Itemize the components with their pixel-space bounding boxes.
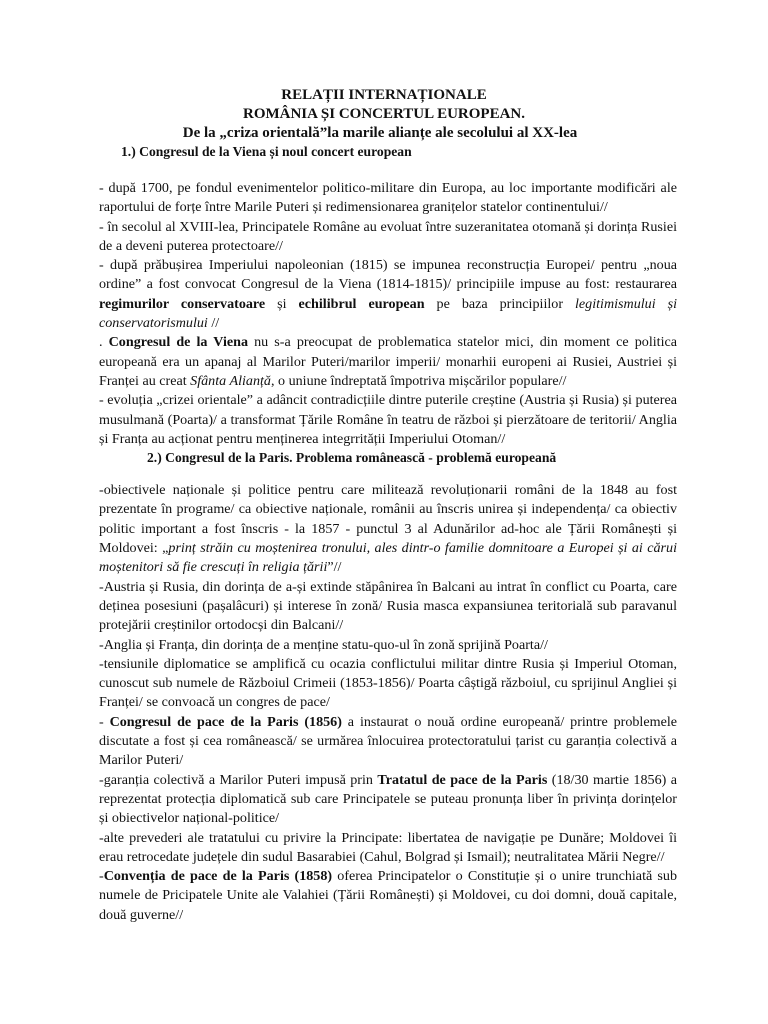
s2p6-text-c: (18/30 martie 1856) a reprezentat protecția diplomatică sub care Principatele se puteau pronunța liber în privința dorințelor și obiectivelor național-politice/	[99, 771, 677, 827]
s1p3-bold-regimes: regimurilor conservatoare	[99, 295, 266, 312]
s2-paragraph-7: -alte prevederi ale tratatului cu privire la Principate: libertatea de navigație pe Dunăre; Moldovei îi erau retrocedate județele din sudul Basarabiei (Cahul, Bolgrad și Ismail); neutralitatea Mării Negre//	[99, 829, 677, 865]
s1-paragraph-4	[99, 333, 677, 391]
s2-paragraph-5	[99, 713, 677, 771]
s2-paragraph-2: -Austria și Rusia, din dorința de a-și extinde stăpânirea în Balcani au intrat în conflict cu Poarta, care deținea posesiuni (pașalâcuri) și interese în zonă/ Rusia masca expansiunea teritorială sub paravanul protejării creștinilor ortodocși din Balcani//	[99, 578, 677, 634]
title-line-1: RELAȚII INTERNAȚIONALE	[281, 87, 487, 103]
s2p8-bold-convention: Convenția de pace de la Paris (1858)	[103, 868, 333, 885]
section-1-heading: 1.) Congresul de la Viena și noul concert european	[121, 144, 412, 159]
s2p5-text-c: a instaurat o nouă ordine europeană/ printre problemele discutate a fost și cea românească/ se urmărea înlocuirea protectoratului țarist cu garanția colectivă a Marilor Puteri/	[99, 713, 677, 769]
document-title	[99, 86, 669, 143]
s1p4-text-e: , o uniune îndreptată împotriva mișcărilor populare//	[270, 372, 567, 389]
section-2-heading: 2.) Congresul de la Paris. Problema românească - problemă europeană	[147, 450, 557, 466]
s2p5-text-a: -	[99, 713, 110, 730]
s1p3-text-g: //	[207, 315, 220, 332]
s2p1-text-c: ”//	[327, 559, 342, 576]
s1p3-text-c: și	[265, 295, 299, 312]
title-line-2: ROMÂNIA ȘI CONCERTUL EUROPEAN.	[242, 106, 525, 122]
s1-paragraph-2: - în secolul al XVIII-lea, Principatele Române au evoluat între suzeranitatea otomană și dorința Rusiei de a deveni puterea protectoare//	[99, 218, 677, 254]
s2p8-text-a: -	[99, 868, 104, 885]
s2p5-bold-congress: Congresul de pace de la Paris (1856)	[109, 713, 342, 730]
s1p4-italic-holy-alliance: Sfânta Alianță	[190, 372, 271, 389]
s2-paragraph-6	[99, 771, 677, 829]
s2p8-text-c: oferea Principatelor o Constituție și o unire trunchiată sub numele de Pricipatele Unite ale Valahiei (Țării Românești) și Moldovei, cu doi domni, două capitale, două guverne//	[99, 868, 677, 923]
s1p3-bold-balance: echilibrul european	[298, 295, 425, 312]
s1p3-text-e: pe baza principiilor	[424, 295, 575, 312]
s2-paragraph-4: -tensiunile diplomatice se amplifică cu ocazia conflictului militar dintre Rusia și Imperiul Otoman, cunoscut sub numele de Războiul Crimeii (1853-1856)/ Poarta câștigă războiul, cu sprijinul Angliei și Franței/ se convoacă un congres de pace/	[99, 655, 677, 711]
title-line-3: De la „criza orientală”la marile alianțe ale secolului al XX-lea	[182, 125, 578, 141]
s1-paragraph-3	[99, 256, 677, 333]
s1-paragraph-1: - după 1700, pe fondul evenimentelor politico-militare din Europa, au loc importante modificări ale raportului de forțe între Marile Puteri și redimensionarea granițelor statelor continentului//	[99, 180, 677, 216]
s2-paragraph-8	[99, 867, 677, 925]
section-2-body	[99, 481, 677, 925]
s1p3-italic-principles: legitimismului și conservatorismului	[99, 295, 678, 332]
s2-paragraph-1	[99, 481, 677, 577]
section-1-body	[99, 179, 677, 449]
s2-paragraph-3: -Anglia și Franța, din dorința de a menține statu-quo-ul în zonă sprijină Poarta//	[99, 636, 548, 653]
s1p4-text-c: nu s-a preocupat de problematica statelor mici, din moment ce politica europeană era un apanaj al Marilor Puteri/marilor imperii/ monarhii europeni ai Rusiei, Austriei și Franței au creat	[99, 334, 677, 389]
s2p1-text-a: -obiectivele naționale și politice pentru care militează revoluționarii români de la 1848 au fost prezentate în programe/ ca obiective naționale, românii au înscris unirea și independența/ ca obiectiv politic important a fost înscris - la 1857 - punctul 3 al Adunărilor ad-hoc ale Țării Românești și Moldovei: „	[99, 482, 677, 557]
s1-paragraph-5: - evoluția „crizei orientale” a adâncit contradicțiile dintre puterile creștine (Austria și Rusia) și puterea musulmană (Poarta)/ a transformat Țările Române în teatru de război și pierzătoare de teritorii/ Anglia și Franța au acționat pentru menținerea integrrității Imperiului Otoman//	[99, 392, 677, 447]
s1p4-bold-congress: Congresul de la Viena	[108, 334, 249, 351]
s2p6-bold-treaty: Tratatul de pace de la Paris	[377, 771, 548, 788]
s1p3-text-a: - după prăbușirea Imperiului napoleonian (1815) se impunea reconstrucția Europei/ pentru „noua ordine” a fost convocat Congresul de la Viena (1814-1815)/ principiile impuse au fost: restaurarea	[99, 257, 677, 293]
s2p1-italic-quote: prinț străin cu moștenirea tronului, ales dintr-o familie domnitoare a Europei și ai cărui moștenitori să fie crescuți în religia țării	[99, 540, 677, 576]
s2p6-text-a: -garanția colectivă a Marilor Puteri impusă prin	[99, 771, 378, 788]
s1p4-text-a: .	[99, 334, 109, 351]
